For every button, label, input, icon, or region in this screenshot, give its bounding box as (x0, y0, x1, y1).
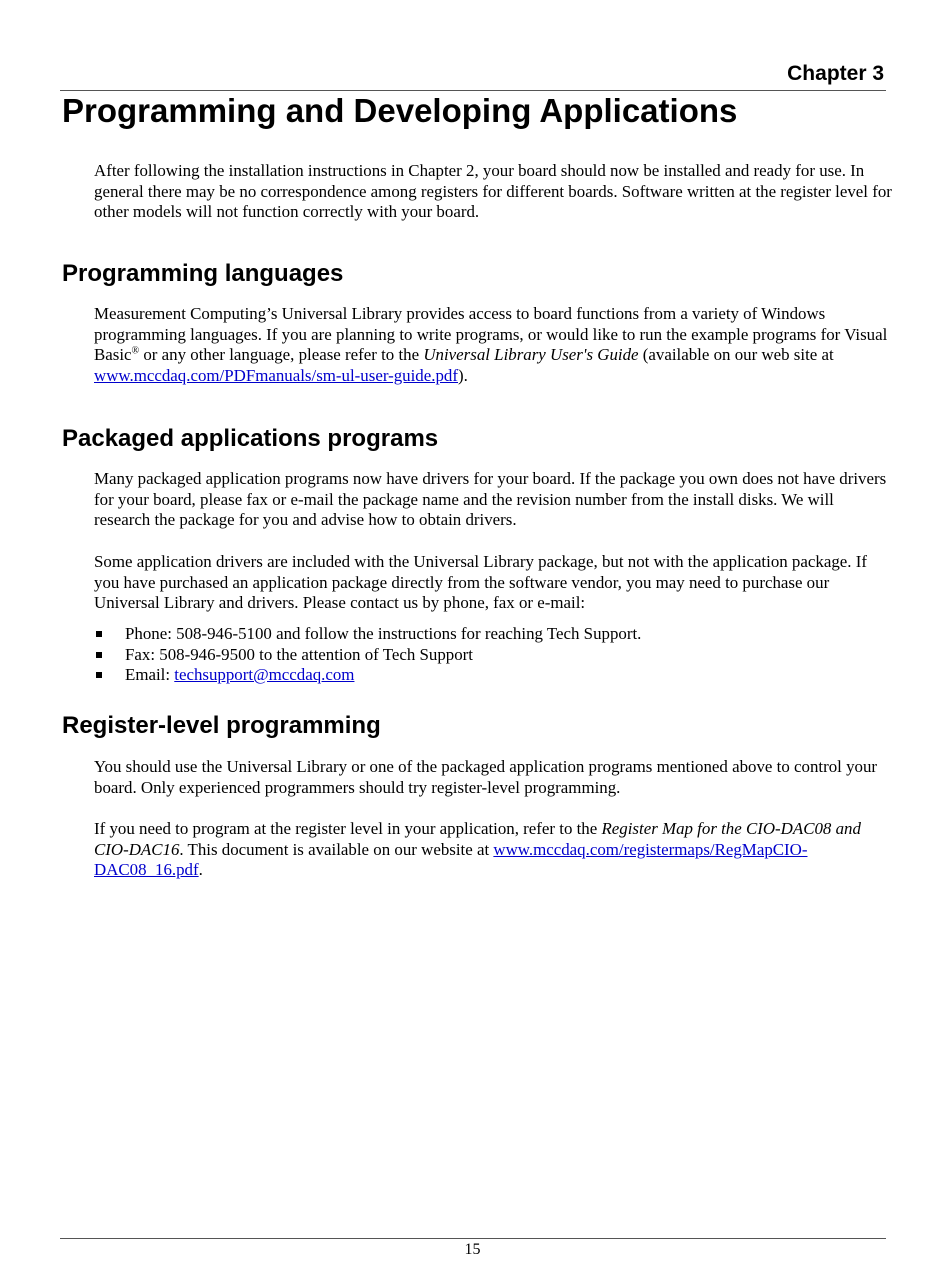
intro-paragraph: After following the installation instructions in Chapter 2, your board should now be installed and ready for use. In general there may be no correspondence among registers for different boards. Software written at the register level for other models will not function correctly with your board. (94, 161, 892, 221)
registered-mark: ® (131, 345, 140, 357)
register-paragraph-1: You should use the Universal Library or one of the packaged application programs mentioned above to control your board. Only experienced programmers should try register-level programming. (94, 757, 878, 797)
bullet-square-icon (96, 672, 102, 678)
languages-text-c: (available on our web site at (638, 345, 834, 364)
register-map-title: Register Map for the CIO-DAC08 and CIO-DAC16 (94, 819, 861, 859)
heading-programming-languages: Programming languages (62, 260, 344, 287)
packaged-paragraph-2: Some application drivers are included with the Universal Library package, but not with the application package. If you have purchased an application package directly from the software vendor, you may need to purchase our Universal Library and drivers. Please contact us by phone, fax or e-mail: (94, 552, 867, 612)
fax-text: Fax: 508-946-9500 to the attention of Tech Support (125, 644, 473, 664)
ul-users-guide-link[interactable]: www.mccdaq.com/PDFmanuals/sm-ul-user-guide.pdf (94, 365, 458, 385)
register-paragraph-2 (94, 819, 894, 881)
email-label: Email: (125, 665, 175, 684)
languages-paragraph (94, 304, 894, 386)
heading-packaged-applications: Packaged applications programs (62, 425, 439, 452)
languages-text-d: ). (458, 365, 468, 385)
contact-list (94, 624, 641, 686)
list-item-fax (94, 645, 641, 666)
list-item-email (94, 665, 641, 686)
phone-text: Phone: 508-946-5100 and follow the instructions for reaching Tech Support. (125, 624, 642, 643)
ul-users-guide-title: Universal Library User's Guide (423, 345, 639, 364)
register-text-a: If you need to program at the register level in your application, refer to the (94, 819, 602, 838)
register-text-c: . (198, 860, 203, 879)
bullet-square-icon (96, 652, 102, 658)
languages-text-b: or any other language, please refer to the (139, 345, 424, 364)
chapter-label: Chapter 3 (787, 62, 884, 85)
register-map-link[interactable]: www.mccdaq.com/registermaps/RegMapCIO-DAC08_16.pdf (94, 839, 808, 879)
languages-text-a: Measurement Computing’s Universal Library provides access to board functions from a variety of Windows programming languages. If you are planning to write programs, or would like to run the example programs for Visual Basic (94, 304, 888, 364)
heading-register-level: Register-level programming (62, 712, 381, 739)
packaged-paragraph-1: Many packaged application programs now have drivers for your board. If the package you own does not have drivers for your board, please fax or e-mail the package name and the revision number from the install disks. We will research the package for you and advise how to obtain drivers. (94, 469, 887, 529)
email-link[interactable]: techsupport@mccdaq.com (174, 665, 355, 684)
bullet-square-icon (96, 631, 102, 637)
register-text-b: . This document is available on our website at (179, 839, 494, 859)
list-item-phone (94, 624, 641, 645)
page-title: Programming and Developing Applications (62, 92, 738, 129)
page-number: 15 (464, 1241, 481, 1258)
footer-rule (60, 1238, 886, 1239)
